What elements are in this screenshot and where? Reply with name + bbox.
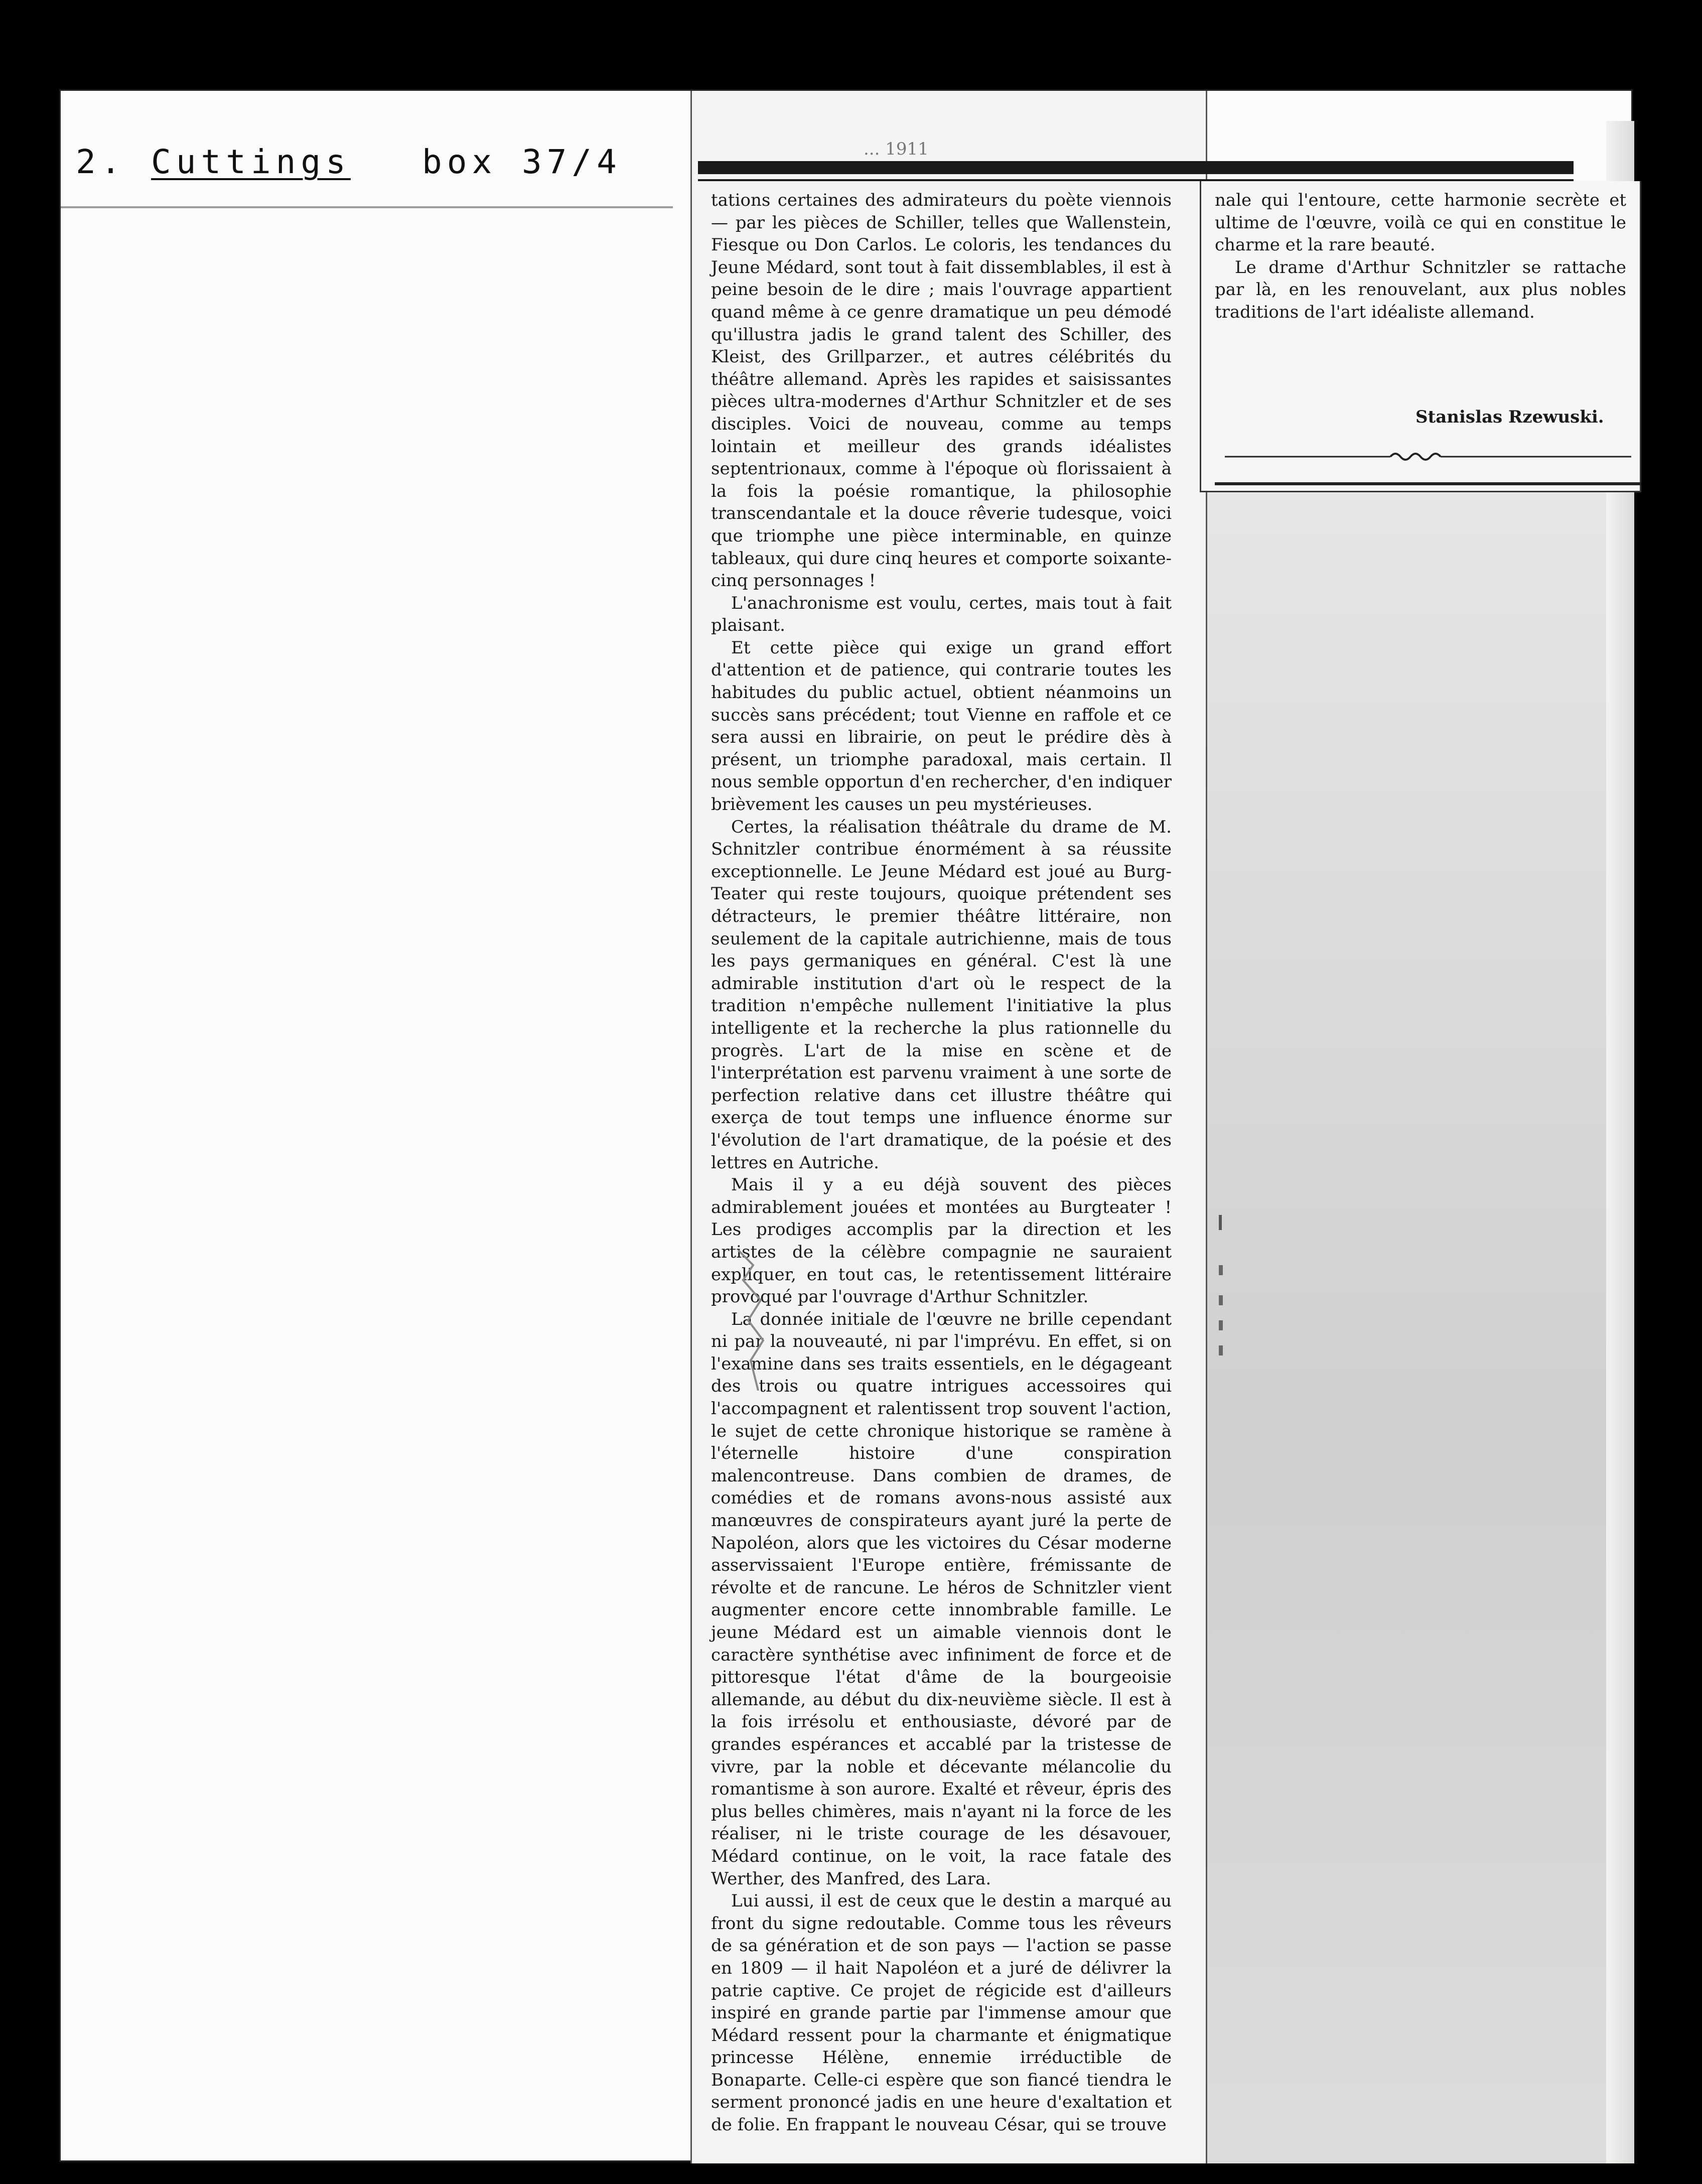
article-paragraph: Certes, la réalisation théâtrale du drame de M. Schnitzler contribue énormément à sa réussite exceptionnelle. Le Jeune Médard est joué au Burg-Teater qui reste toujours, quoique prétendent ses détracteurs, le premier théâtre littéraire, non seulement de la capitale autrichienne, mais de tous les pays germaniques en général. C'est là une admirable institution d'art où le respect de la tradition n'empêche nullement l'initiative la plus intelligente et la recherche la plus rationnelle du progrès. L'art de la mise en scène et de l'interprétation est parvenu vraiment à une sorte de perfection relative dans cet illustre théâtre qui exerça de tout temps une influence énorme sur l'évolution de l'art dramatique, de la poésie et des lettres en Autriche. [711,816,1172,1173]
article-paragraph: Mais il y a eu déjà souvent des pièces admirablement jouées et montées au Burgteater ! Les prodiges accomplis par la direction et les artistes de la célèbre compagnie ne sauraient expliquer, en tout cas, le retentissement littéraire provoqué par l'ouvrage d'Arthur Schnitzler. [711,1175,1172,1307]
end-paragraph: nale qui l'entoure, cette harmonie secrète et ultime de l'œuvre, voilà ce qui en constitue le charme et la rare beauté. [1215,190,1626,255]
clipping-article-text [711,189,1172,2136]
article-paragraph: La donnée initiale de l'œuvre ne brille cependant ni par la nouveauté, ni par l'imprévu. En effet, si on l'examine dans ses traits essentiels, en le dégageant des trois ou quatre intrigues accessoires qui l'accompagnent et ralentissent trop souvent l'action, le sujet de cette chronique historique se ramène à l'éternelle histoire d'une conspiration malencontreuse. Dans combien de drames, de comédies et de romans avons-nous assisté aux manœuvres de conspirateurs ayant juré la perte de Napoléon, alors que les victoires du César moderne asservissaient l'Europe entière, frémissante de révolte et de rancune. Le héros de Schnitzler vient augmenter encore cette innombrable famille. Le jeune Médard est un aimable viennois dont le caractère synthétise avec infiniment de force et de pittoresque l'état d'âme de la bourgeoisie allemande, au début du dix-neuvième siècle. Il est à la fois irrésolu et enthousiaste, dévoré par de grandes espérances et accablé par la tristesse de vivre, par la noble et décevante mélancolie du romantisme à son aurore. Exalté et rêveur, épris des plus belles chimères, mais n'ayant ni la force de les réaliser, ni le triste courage de les désavouer, Médard continue, on le voit, la race fatale des Werther, des Manfred, des Lara. [711,1309,1172,1889]
card-header [76,141,653,181]
article-paragraph: Lui aussi, il est de ceux que le destin a marqué au front du signe redoutable. Comme tous les rêveurs de sa génération et de son pays — l'action se passe en 1809 — il hait Napoléon et a juré de délivrer la patrie captive. Ce projet de régicide est d'ailleurs inspiré en grande partie par l'immense amour que Médard ressent pour la charmante et énigmatique princesse Hélène, ennemie irréductible de Bonaparte. Celle-ci espère que son fiancé tiendra le serment prononcé jadis en une heure d'exaltation et de folie. En frappant le nouveau César, qui se trouve [711,1891,1172,2135]
end-ornament [1220,445,1641,465]
underlying-clipping-fragments [1217,1215,1232,1366]
article-paragraph: Et cette pièce qui exige un grand effort d'attention et de patience, qui contrarie toutes les habitudes du public actuel, obtient néanmoins un succès sans précédent; tout Vienne en raffole et ce sera aussi en librairie, on peut le prédire dès à présent, un triomphe paradoxal, mais certain. Il nous semble opportun d'en rechercher, d'en indiquer brièvement les causes un peu mystérieuses. [711,637,1172,815]
article-paragraph: L'anachronisme est voulu, certes, mais tout à fait plaisant. [711,593,1172,636]
header-rule [61,206,673,208]
article-paragraph: tations certaines des admirateurs du poète viennois — par les pièces de Schiller, telles que Wallenstein, Fiesque ou Don Carlos. Le coloris, les tendances du Jeune Médard, sont tout à fait dissemblables, il est à peine besoin de le dire ; mais l'ouvrage appartient quand même à ce genre dramatique un peu démodé qu'illustra jadis le grand talent des Schiller, des Kleist, des Grillparzer., et autres célébrités du théâtre allemand. Après les rapides et saisissantes pièces ultra-modernes d'Arthur Schnitzler et de ses disciples. Voici de nouveau, comme au temps lointain et meilleur des grands idéalistes septentrionaux, comme à l'époque où florissaient à la fois la poésie romantique, la philosophie transcendantale et la douce rêverie tudesque, voici que triomphe une pièce interminable, en quinze tableaux, qui dure cinq heures et comporte soixante-cinq personnages ! [711,190,1172,591]
article-end-text [1215,189,1626,324]
archive-card [59,89,1633,2162]
torn-paper-mark [733,1250,778,1391]
author-signature: Stanislas Rzewuski. [1415,407,1604,427]
box-label: box 37/4 [422,143,622,181]
card-number: 2. [76,143,126,181]
reverse-shadow-panel [1185,342,1634,2163]
end-paragraph: Le drame d'Arthur Schnitzler se rattache par là, en les renouvelant, aux plus nobles traditions de l'art idéaliste allemand. [1215,257,1626,322]
clipping-page-mark: ... 1911 [864,139,929,159]
article-end-rule [1215,482,1641,485]
clipping-top-rule [698,161,1574,174]
card-title: Cuttings [151,143,351,181]
